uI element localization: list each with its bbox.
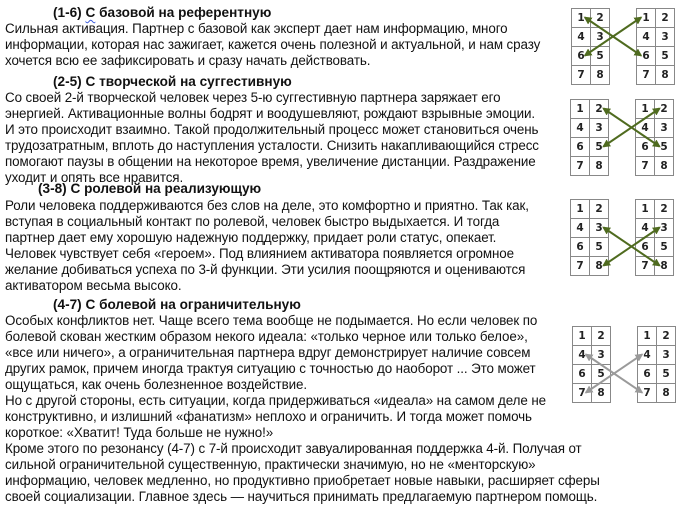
- paragraph-line: других рамок, причем иногда трактуя ситуацию с точностью до наоборот ... Это может: [5, 361, 536, 376]
- heading-prefix: (1-6): [53, 5, 86, 20]
- function-cell-7: 7: [572, 66, 591, 85]
- function-cell-1: 1: [636, 100, 655, 119]
- diagram-3-8: [570, 199, 680, 279]
- function-cell-5: 5: [591, 47, 610, 66]
- function-cell-8: 8: [592, 384, 611, 403]
- paragraph-line: конструктивно, и излишний «фанатизм» неплохо и ограничить. И тогда может помочь: [5, 409, 532, 424]
- paragraph-line: информацию, человек медленно, но продуктивно приобретает новые навыки, расширяет сферы: [5, 473, 600, 488]
- function-cell-2: 2: [590, 200, 609, 219]
- function-cell-5: 5: [657, 365, 676, 384]
- function-cell-5: 5: [590, 138, 609, 157]
- paragraph-line: помогают паузы в общении на некоторое время, увеличение дистанции. Раздражение: [5, 154, 536, 169]
- function-cell-3: 3: [592, 346, 611, 365]
- paragraph-line: Сильная активация. Партнер с базовой как эксперт дает нам информацию, много: [5, 21, 508, 36]
- function-cell-6: 6: [636, 238, 655, 257]
- heading-1-6: [53, 5, 271, 21]
- paragraph-line: Человек чувствует себя «героем». Под влиянием активатора появляется огромное: [5, 246, 515, 261]
- function-cell-8: 8: [655, 157, 674, 176]
- function-cell-4: 4: [637, 28, 656, 47]
- function-cell-1: 1: [571, 100, 590, 119]
- function-cell-4: 4: [571, 219, 590, 238]
- function-cell-5: 5: [656, 47, 675, 66]
- function-cell-2: 2: [590, 100, 609, 119]
- function-cell-8: 8: [656, 66, 675, 85]
- function-cell-7: 7: [636, 257, 655, 276]
- paragraph-line: желание добиваться успеха по 3-й функции. Эти усилия поощряются и оцениваются: [5, 262, 526, 277]
- function-cell-5: 5: [655, 138, 674, 157]
- function-cell-4: 4: [573, 346, 592, 365]
- function-cell-7: 7: [638, 384, 657, 403]
- function-cell-5: 5: [592, 365, 611, 384]
- function-cell-6: 6: [637, 47, 656, 66]
- diagram-1-6: [571, 8, 681, 88]
- heading-2-5: (2-5) С творческой на суггестивную: [53, 74, 292, 89]
- paragraph-line: партнер дает ему хорошую надежную поддержку, придает роли статус, опекает.: [5, 230, 497, 245]
- function-cell-1: 1: [572, 9, 591, 28]
- paragraph-line: хочется всю ее зафиксировать и сразу начать действовать.: [5, 53, 371, 68]
- paragraph-line: своей социализации. Главное здесь — научиться принимать предлагаемую партнером помощь.: [5, 489, 598, 504]
- function-cell-7: 7: [571, 157, 590, 176]
- cross-arrows-icon: [570, 199, 680, 279]
- function-cell-7: 7: [571, 257, 590, 276]
- function-cell-8: 8: [591, 66, 610, 85]
- function-cell-1: 1: [637, 9, 656, 28]
- function-cell-6: 6: [573, 365, 592, 384]
- function-cell-8: 8: [590, 157, 609, 176]
- function-cell-7: 7: [573, 384, 592, 403]
- paragraph-line: И это происходит взаимно. Такой продолжительный процесс может становиться очень: [5, 122, 539, 137]
- paragraph-line: трудозатратным, вплоть до наступления усталости. Снизить накапливающийся стресс: [5, 138, 539, 153]
- heading-4-7: (4-7) С болевой на ограничительную: [53, 297, 301, 312]
- function-cell-3: 3: [590, 219, 609, 238]
- function-cell-6: 6: [571, 238, 590, 257]
- diagram-4-7: [572, 326, 681, 406]
- function-cell-5: 5: [655, 238, 674, 257]
- function-cell-3: 3: [591, 28, 610, 47]
- paragraph-line: Роли человека поддерживаются без слов на деле, это комфортно и приятно. Так как,: [5, 198, 529, 213]
- paragraph-line: Со своей 2-й творческой человек через 5-ю суггестивную партнера заряжает его: [5, 90, 501, 105]
- function-cell-4: 4: [636, 119, 655, 138]
- diagram-2-5: [570, 99, 680, 179]
- heading-3-8: (3-8) С ролевой на реализующую: [38, 181, 262, 196]
- function-cell-3: 3: [590, 119, 609, 138]
- function-cell-2: 2: [655, 200, 674, 219]
- paragraph-line: уходит и опять все нравится.: [5, 170, 184, 185]
- function-cell-6: 6: [636, 138, 655, 157]
- cross-arrows-icon: [571, 8, 681, 88]
- paragraph-line: сильной ограничительной существенную, практически значимую, но не «менторскую»: [5, 457, 536, 472]
- function-cell-6: 6: [572, 47, 591, 66]
- function-cell-6: 6: [638, 365, 657, 384]
- paragraph-line: активатором весьма высоко.: [5, 278, 182, 293]
- function-cell-1: 1: [636, 200, 655, 219]
- function-cell-4: 4: [572, 28, 591, 47]
- cross-arrows-icon: [572, 326, 681, 406]
- function-cell-8: 8: [590, 257, 609, 276]
- paragraph-line: информации, которая нас зажигает, кажется очень полезной и актуальной, и нам сразу: [5, 37, 541, 52]
- paragraph-line: вступая в социальный контакт по ролевой, человек быстро выдыхается. И тогда: [5, 214, 500, 229]
- paragraph-line: энергией. Активационные волны бодрят и воодушевляют, рождают взрывные эмоции.: [5, 106, 536, 121]
- function-cell-3: 3: [655, 119, 674, 138]
- function-cell-6: 6: [571, 138, 590, 157]
- function-cell-2: 2: [657, 327, 676, 346]
- paragraph-line: Особых конфликтов нет. Чаще всего тема вообще не подымается. Но если человек по: [5, 313, 538, 328]
- function-cell-1: 1: [638, 327, 657, 346]
- paragraph-line: короткое: «Хватит! Туда больше не нужно!»: [5, 425, 274, 440]
- heading-rest: базовой на референтную: [95, 5, 272, 20]
- function-cell-3: 3: [656, 28, 675, 47]
- function-cell-3: 3: [655, 219, 674, 238]
- paragraph-line: ощущаться, как очень болезненное воздействие.: [5, 377, 307, 392]
- function-cell-4: 4: [571, 119, 590, 138]
- function-cell-2: 2: [592, 327, 611, 346]
- function-cell-2: 2: [656, 9, 675, 28]
- paragraph-line: «все или ничего», а ограничительная партнера вдруг демонстрирует наличие совсем: [5, 345, 531, 360]
- paragraph-line: Кроме этого по резонансу (4-7) с 7-й происходит завуалированная поддержка 4-й. Получая от: [5, 441, 582, 456]
- function-cell-4: 4: [636, 219, 655, 238]
- function-cell-7: 7: [636, 157, 655, 176]
- spellcheck-marked-word[interactable]: С: [85, 5, 96, 20]
- function-cell-3: 3: [657, 346, 676, 365]
- function-cell-1: 1: [571, 200, 590, 219]
- paragraph-line: Но с другой стороны, есть ситуации, когда придерживаться «идеала» на самом деле не: [5, 393, 546, 408]
- function-cell-7: 7: [637, 66, 656, 85]
- function-cell-2: 2: [591, 9, 610, 28]
- function-cell-8: 8: [655, 257, 674, 276]
- function-cell-2: 2: [655, 100, 674, 119]
- cross-arrows-icon: [570, 99, 680, 179]
- function-cell-1: 1: [573, 327, 592, 346]
- function-cell-4: 4: [638, 346, 657, 365]
- function-cell-5: 5: [590, 238, 609, 257]
- function-cell-8: 8: [657, 384, 676, 403]
- paragraph-line: болевой скован жестким образом некого идеала: «только черное или только белое»,: [5, 329, 528, 344]
